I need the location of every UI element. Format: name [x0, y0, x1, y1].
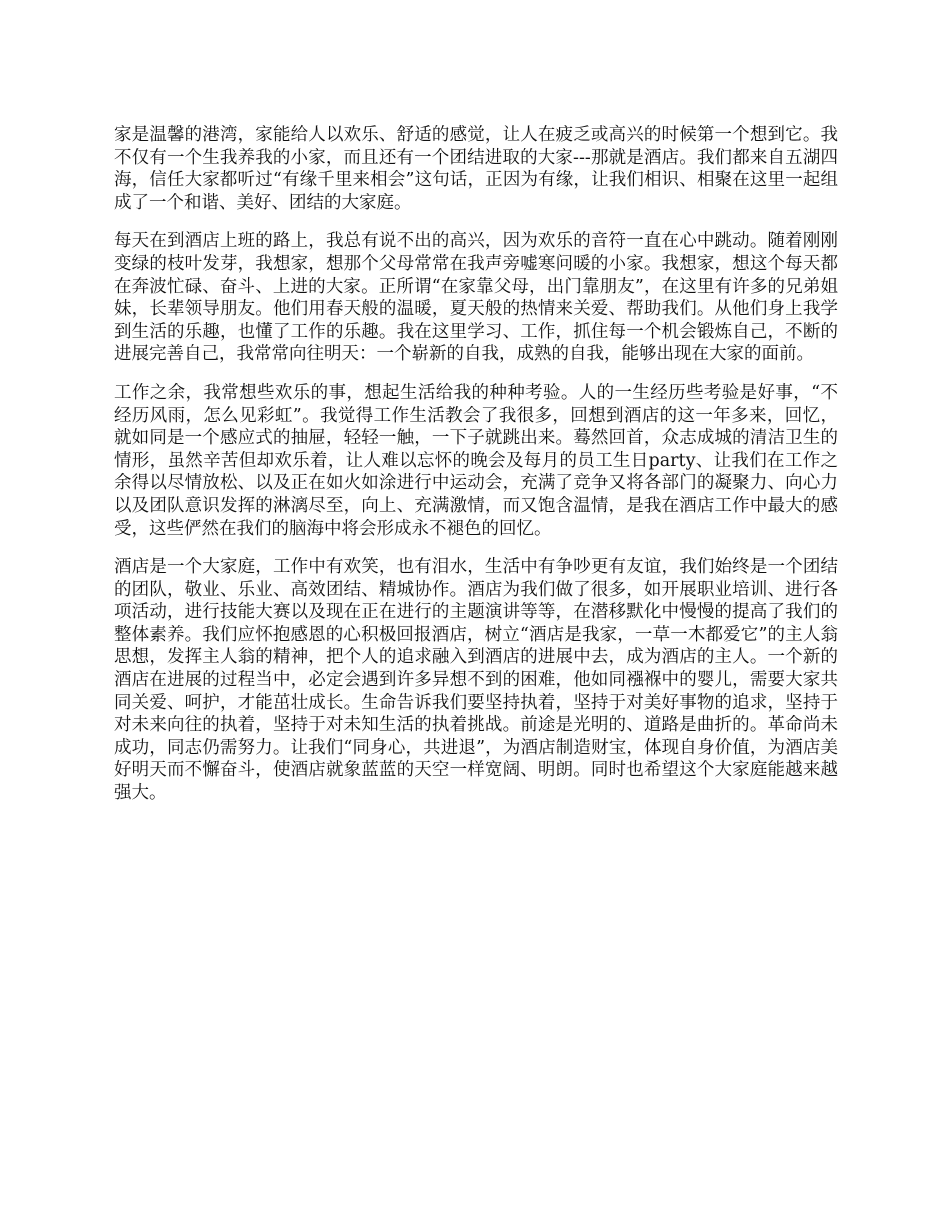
document-body — [114, 124, 838, 821]
paragraph-3: 工作之余，我常想些欢乐的事，想起生活给我的种种考验。人的一生经历些考验是好事，“不经历风雨，怎么见彩虹”。我觉得工作生活教会了我很多，回想到酒店的这一年多来，回忆，就如同是一个感应式的抽屉，轻轻一触，一下子就跳出来。蓦然回首，众志成城的清洁卫生的情形，虽然辛苦但却欢乐着，让人难以忘怀的晚会及每月的员工生日party、让我们在工作之余得以尽情放松、以及正在如火如涂进行中运动会，充满了竞争又将各部门的凝聚力、向心力以及团队意识发挥的淋漓尽至，向上、充满激情，而又饱含温情，是我在酒店工作中最大的感受，这些俨然在我们的脑海中将会形成永不褪色的回忆。 — [114, 382, 838, 539]
paragraph-1: 家是温馨的港湾，家能给人以欢乐、舒适的感觉，让人在疲乏或高兴的时候第一个想到它。我不仅有一个生我养我的小家，而且还有一个团结进取的大家---那就是酒店。我们都来自五湖四海，信任大家都听过“有缘千里来相会”这句话，正因为有缘，让我们相识、相聚在这里一起组成了一个和谐、美好、团结的大家庭。 — [114, 125, 838, 213]
paragraph-4: 酒店是一个大家庭，工作中有欢笑，也有泪水，生活中有争吵更有友谊，我们始终是一个团结的团队，敬业、乐业、高效团结、精城协作。酒店为我们做了很多，如开展职业培训、进行各项活动，进行技能大赛以及现在正在进行的主题演讲等等，在潜移默化中慢慢的提高了我们的整体素养。我们应怀抱感恩的心积极回报酒店，树立“酒店是我家，一草一木都爱它”的主人翁思想，发挥主人翁的精神，把个人的追求融入到酒店的进展中去，成为酒店的主人。一个新的酒店在进展的过程当中，必定会遇到许多异想不到的困难，他如同襁褓中的婴儿，需要大家共同关爱、呵护，才能茁壮成长。生命告诉我们要坚持执着，坚持于对美好事物的追求，坚持于对未来向往的执着，坚持于对未知生活的执着挑战。前途是光明的、道路是曲折的。革命尚未成功，同志仍需努力。让我们“同身心，共进退”，为酒店制造财宝，体现自身价值，为酒店美好明天而不懈奋斗，使酒店就象蓝蓝的天空一样宽阔、明朗。同时也希望这个大家庭能越来越强大。 — [114, 557, 838, 804]
paragraph-2: 每天在到酒店上班的路上，我总有说不出的高兴，因为欢乐的音符一直在心中跳动。随着刚刚变绿的枝叶发芽，我想家，想那个父母常常在我声旁嘘寒问暖的小家。我想家，想这个每天都在奔波忙碌、奋斗、上进的大家。正所谓“在家靠父母，出门靠朋友”，在这里有许多的兄弟姐妹，长辈领导朋友。他们用春天般的温暖，夏天般的热情来关爱、帮助我们。从他们身上我学到生活的乐趣，也懂了工作的乐趣。我在这里学习、工作，抓住每一个机会锻炼自己，不断的进展完善自己，我常常向往明天：一个崭新的自我，成熟的自我，能够出现在大家的面前。 — [114, 231, 838, 365]
